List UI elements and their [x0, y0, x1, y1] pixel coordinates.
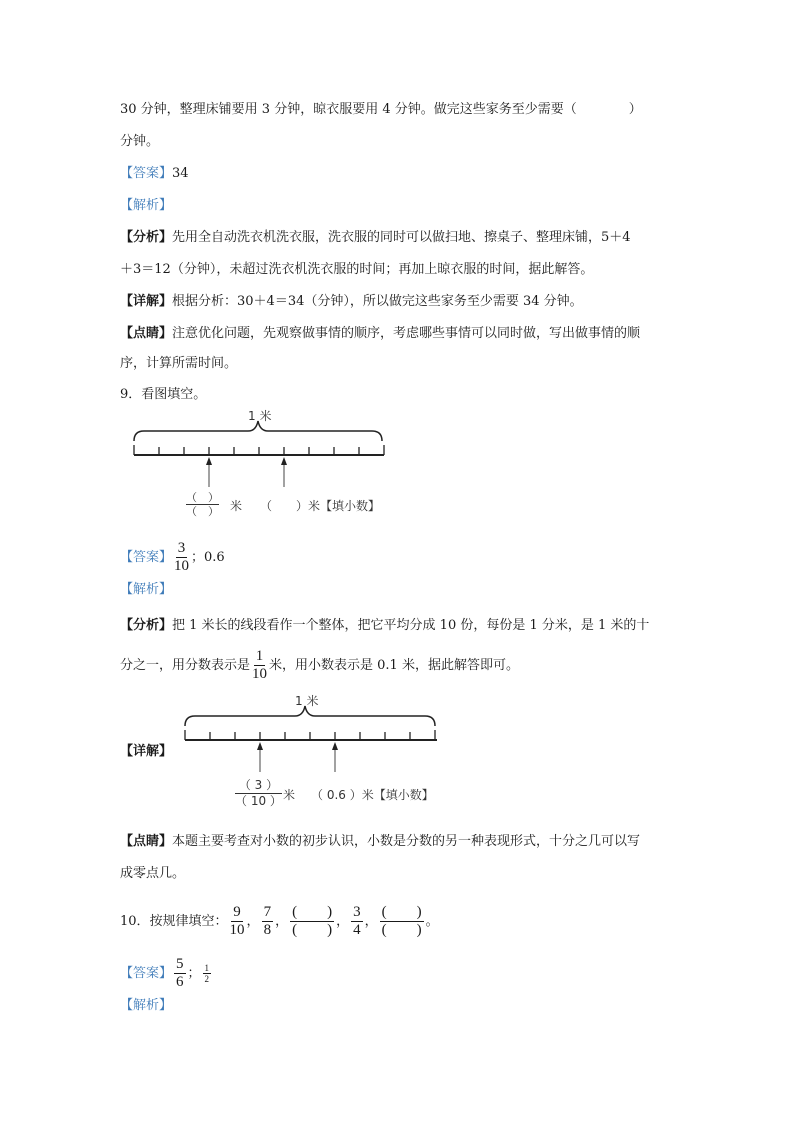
xiangjie-label: 【详解】: [120, 744, 173, 759]
sep: ，: [246, 914, 260, 929]
q10-answer: [120, 956, 213, 991]
q8-fenxi-line2: ＋3＝12（分钟），未超过洗衣机洗衣服的时间；再加上晾衣服的时间，据此解答。: [120, 262, 594, 277]
sep: ，: [275, 914, 289, 929]
numerator: 3: [177, 540, 186, 556]
fenxi-text: 先用全自动洗衣机洗衣服，洗衣服的同时可以做扫地、擦桌子、整理床铺，5＋4: [172, 230, 631, 245]
figure-top-label: 1 米: [295, 694, 319, 708]
answer-fraction-2: [203, 963, 212, 984]
q10-title: 10．按规律填空：: [120, 914, 228, 929]
numerator: 7: [263, 904, 272, 920]
denominator: （ 10 ）: [235, 794, 282, 808]
xiangjie-label: 【详解】: [120, 294, 173, 309]
answer-label: 【答案】: [120, 550, 173, 565]
dianjing-label: 【点睛】: [120, 834, 173, 849]
unit-label: 米: [230, 499, 243, 513]
q8-fenxi-line1: [120, 228, 631, 248]
q8-text-line2: 分钟。: [120, 134, 160, 149]
xiangjie-text: 根据分析：30＋4＝34（分钟），所以做完这些家务至少需要 34 分钟。: [172, 294, 583, 309]
q9-dianjing-line1: [120, 832, 640, 852]
sep: ，: [336, 914, 350, 929]
solved-fraction: [235, 778, 282, 809]
fenxi-text-pre: 分之一，用分数表示是: [120, 658, 251, 673]
denominator: ( ): [381, 922, 422, 938]
q9-analysis-label: 【解析】: [120, 582, 173, 597]
denominator: 4: [353, 922, 361, 938]
q9-title: 9．看图填空。: [120, 387, 207, 402]
sep: ，: [364, 914, 378, 929]
numerator: ( ): [381, 904, 422, 920]
q8-dianjing-line2: 序，计算所需时间。: [120, 356, 238, 371]
solved-decimal: （ 0.6 ）米【填小数】: [311, 788, 434, 802]
numerator: 3: [353, 904, 361, 920]
answer-decimal: 0.6: [204, 550, 225, 565]
q10-title-line: [120, 904, 439, 939]
seq-fraction-1: [230, 904, 245, 939]
q8-text-line1: 30 分钟，整理床铺要用 3 分钟，晾衣服要用 4 分钟。做完这些家务至少需要（ ）: [120, 102, 642, 117]
q8-xiangjie: [120, 292, 583, 312]
dianjing-text: 本题主要考查对小数的初步认识，小数是分数的另一种表现形式，十分之几可以写: [172, 834, 641, 849]
denominator: ( ): [292, 922, 333, 938]
seq-blank-1: [290, 904, 334, 939]
seq-blank-2: [380, 904, 424, 939]
answer-fraction: [174, 540, 189, 575]
dianjing-text: 注意优化问题，先观察做事情的顺序，考虑哪些事情可以同时做，写出做事情的顺: [172, 326, 641, 341]
q8-answer: [120, 164, 189, 184]
denominator: 10: [252, 666, 268, 682]
blank-numerator: （ ）: [186, 491, 219, 504]
answer-value: 34: [172, 166, 189, 181]
fenxi-text: 把 1 米长的线段看作一个整体，把它平均分成 10 份，每份是 1 分米，是 1 米的十: [172, 618, 650, 633]
unit-label: 米: [283, 788, 296, 802]
fenxi-fraction: [252, 648, 267, 683]
sep: ；: [187, 966, 201, 981]
q9-solved-figure: [183, 690, 473, 815]
numerator: 1: [255, 648, 264, 664]
fenxi-label: 【分析】: [120, 618, 173, 633]
seq-fraction-2: [262, 904, 274, 939]
blank-fraction: [186, 491, 219, 518]
q9-dianjing-line2: 成零点几。: [120, 866, 186, 881]
numerator: 9: [233, 904, 241, 920]
end-mark: 。: [425, 914, 439, 929]
seq-fraction-4: [351, 904, 363, 939]
denominator: 2: [204, 974, 210, 984]
denominator: 10: [174, 558, 190, 574]
q9-fenxi-line1: [120, 616, 649, 636]
figure-top-label: 1 米: [248, 409, 272, 423]
denominator: 8: [263, 922, 272, 938]
q9-answer: [120, 540, 225, 575]
numerator: ( ): [292, 904, 333, 920]
fenxi-label: 【分析】: [120, 230, 173, 245]
q8-analysis-label: 【解析】: [120, 198, 173, 213]
blank-denominator: （ ）: [186, 505, 219, 518]
q9-fenxi-line2: [120, 648, 519, 683]
sep: ；: [191, 550, 205, 565]
answer-label: 【答案】: [120, 966, 173, 981]
denominator: 6: [176, 974, 184, 990]
q8-dianjing-line1: [120, 324, 640, 344]
numerator: 5: [176, 956, 184, 972]
numerator: 1: [204, 963, 210, 973]
fenxi-text-post: 米，用小数表示是 0.1 米，据此解答即可。: [269, 658, 519, 673]
dianjing-label: 【点睛】: [120, 326, 173, 341]
blank-decimal: （ ）米【填小数】: [260, 499, 381, 513]
numerator: （ 3 ）: [235, 778, 282, 794]
denominator: 10: [229, 922, 245, 938]
number-line-diagram: [130, 405, 420, 490]
q9-xiangjie-label: [120, 742, 172, 762]
q9-number-line-figure: [130, 405, 420, 525]
q10-analysis-label: 【解析】: [120, 998, 173, 1013]
answer-label: 【答案】: [120, 166, 173, 181]
answer-fraction-1: [174, 956, 186, 991]
